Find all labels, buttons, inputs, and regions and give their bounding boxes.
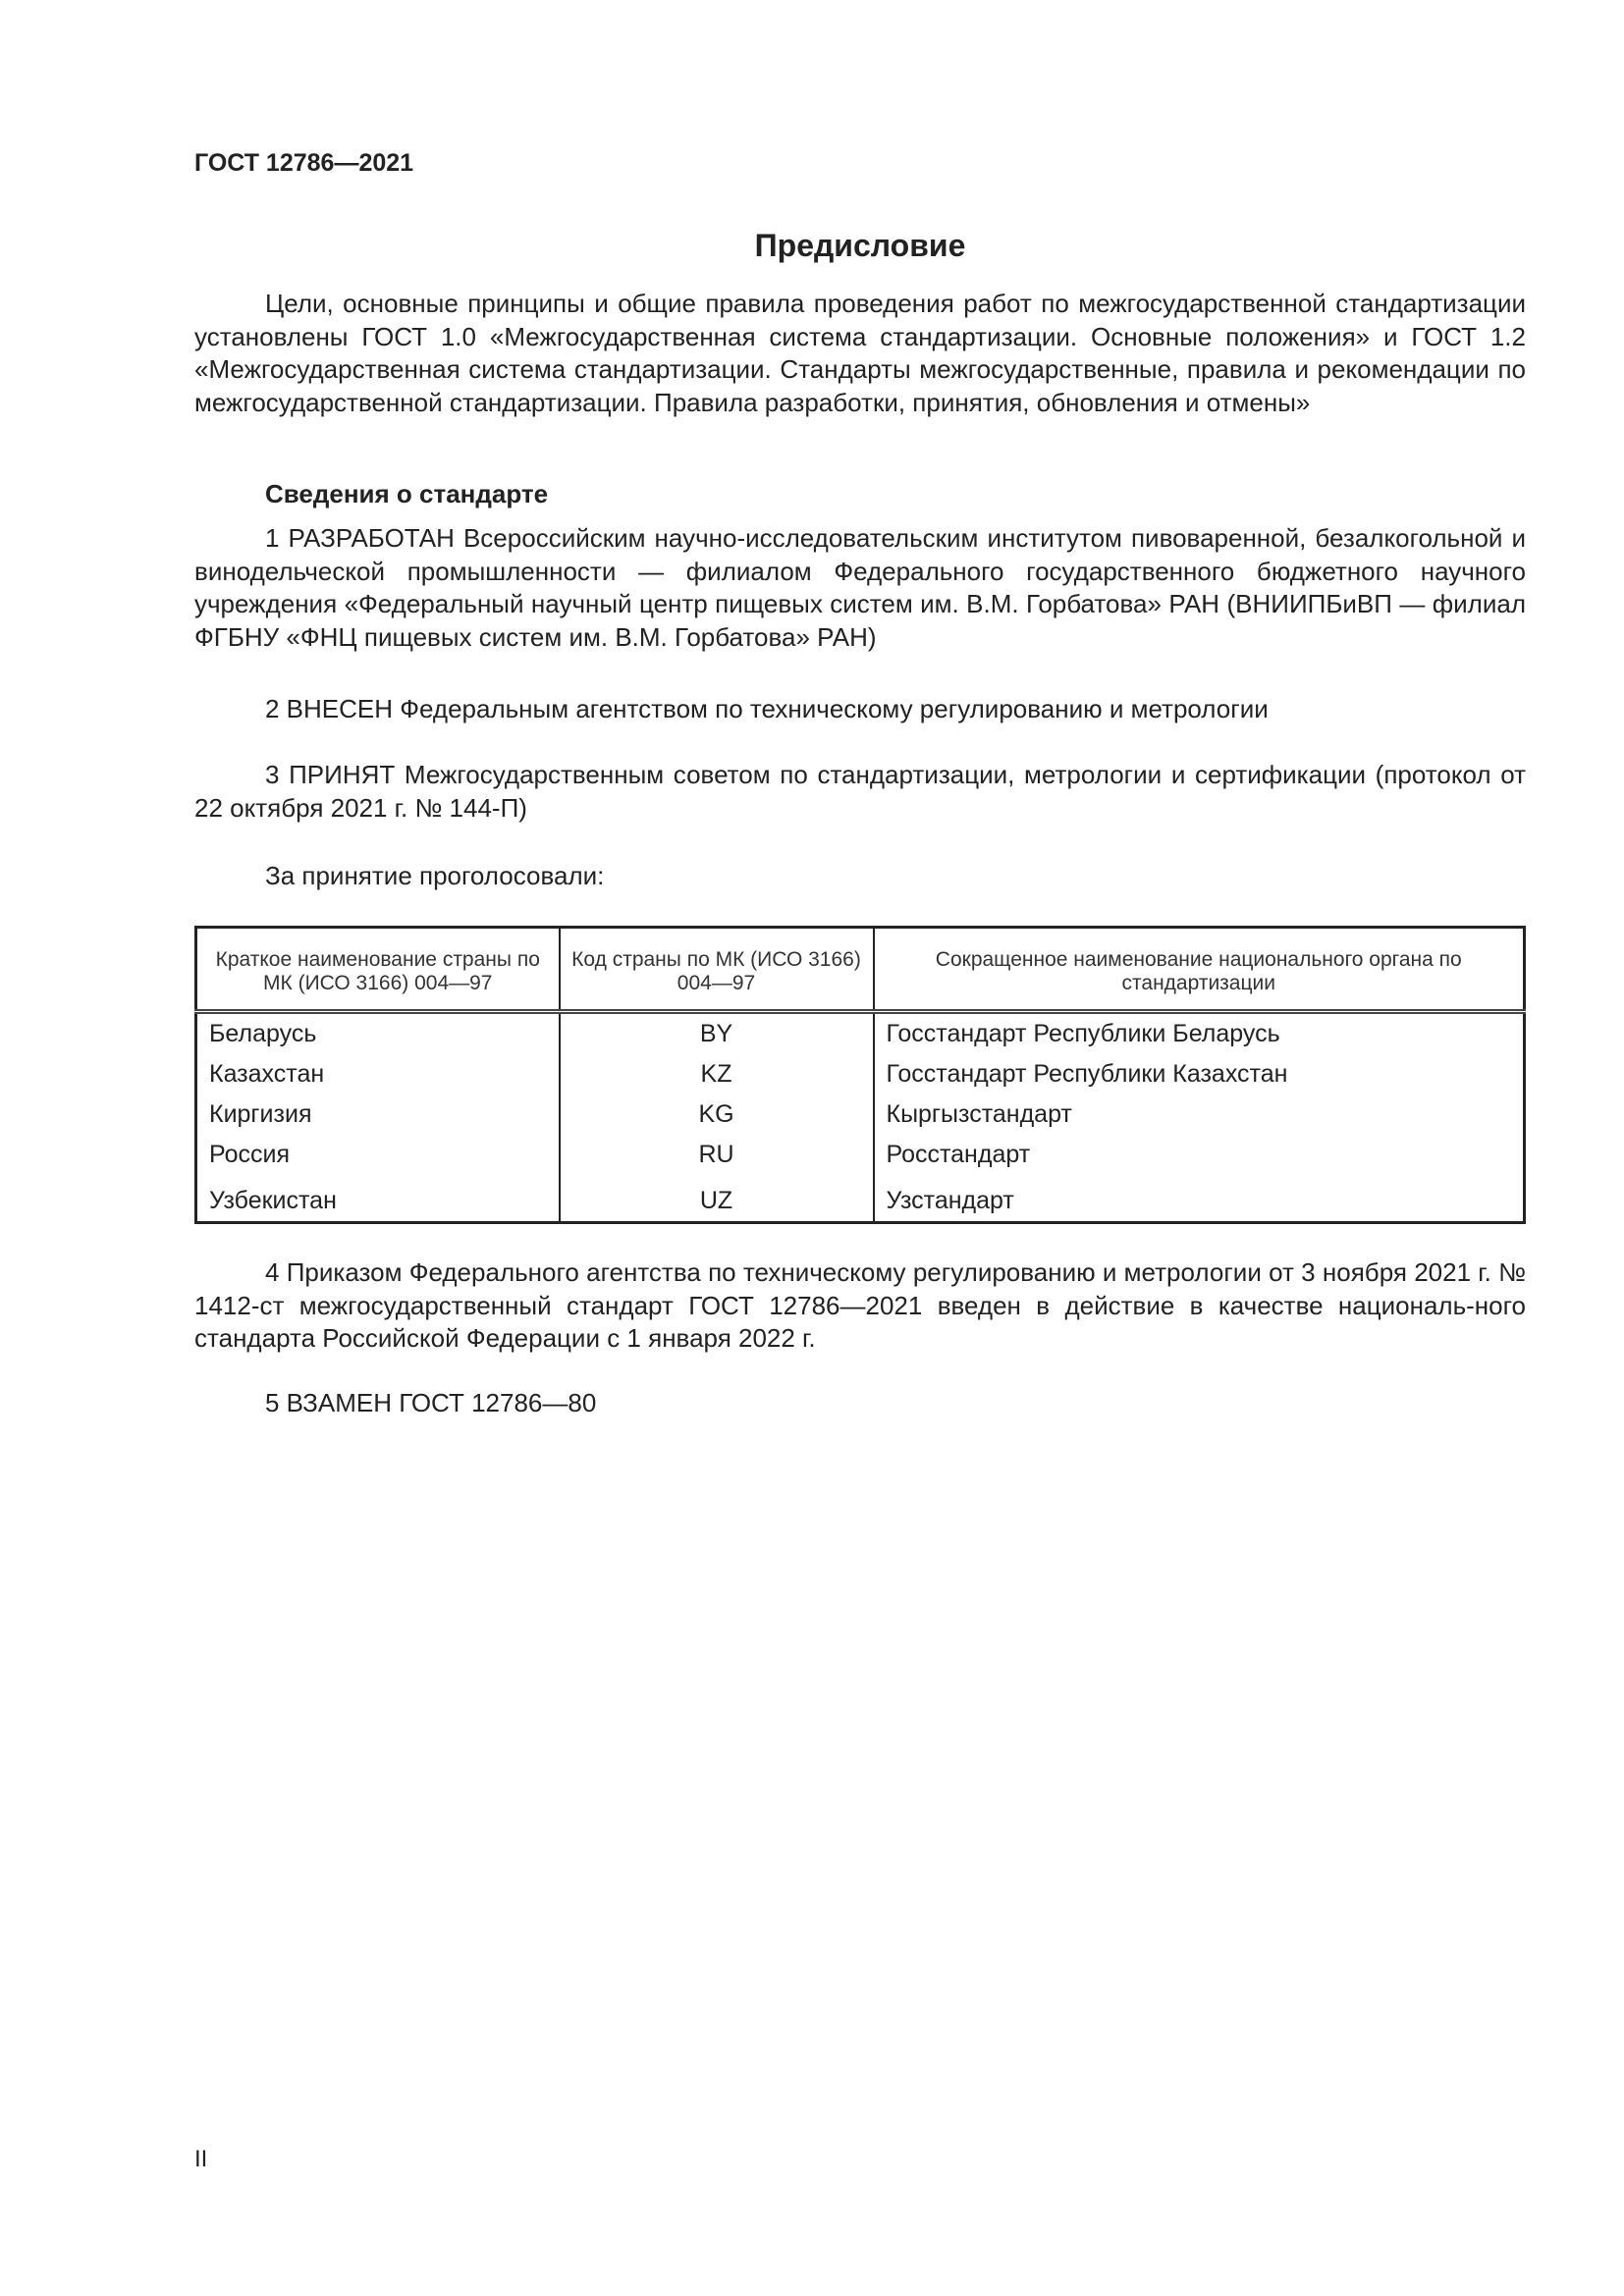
cell-body: Росстандарт	[886, 1141, 1031, 1168]
table-row	[196, 1012, 1525, 1055]
cell-country: Беларусь	[196, 1012, 560, 1055]
table-row	[196, 1054, 1525, 1095]
cell-code: UZ	[560, 1175, 874, 1223]
cell-country: Россия	[196, 1135, 560, 1175]
item-developed: 1 РАЗРАБОТАН Всероссийским научно-исследовательским институтом пивоваренной, безалкогольной и винодельческой промышленности — филиалом Федерального государственного бюджетного научного учреждения «Федеральный научный центр пищевых систем им. В.М. Горбатова» РАН (ВНИИПБиВП — филиал ФГБНУ «ФНЦ пищевых систем им. В.М. Горбатова» РАН)	[194, 523, 1526, 652]
cell-body: Кыргызстандарт	[886, 1100, 1072, 1128]
item-replaces: 5 ВЗАМЕН ГОСТ 12786—80	[265, 1388, 597, 1417]
item-enacted: 4 Приказом Федерального агентства по техническому регулированию и метрологии от 3 ноября 2021 г. № 1412-ст межгосударственный стандарт ГОСТ 12786—2021 введен в действие в качестве националь-ного стандарта Российской Федерации с 1 января 2022 г.	[194, 1257, 1526, 1353]
cell-body: Узстандарт	[886, 1187, 1014, 1214]
column-header-code: Код страны по МК (ИСО 3166) 004—97	[560, 928, 874, 1012]
cell-body: Госстандарт Республики Беларусь	[886, 1020, 1280, 1047]
cell-country: Казахстан	[196, 1054, 560, 1095]
voted-intro: За принятие проголосовали:	[265, 861, 605, 890]
cell-body: Госстандарт Республики Казахстан	[886, 1060, 1288, 1088]
cell-code: KZ	[560, 1054, 874, 1095]
column-header-country: Краткое наименование страны по МК (ИСО 3166) 004—97	[196, 928, 560, 1012]
section-title: Предисловие	[754, 228, 966, 263]
intro-paragraph: Цели, основные принципы и общие правила проведения работ по межгосударственной стандартизации установлены ГОСТ 1.0 «Межгосударственная система стандартизации. Основные положения» и ГОСТ 1.2 «Межгосударственная система стандартизации. Стандарты межгосударственные, правила и рекомендации по межгосударственной стандартизации. Правила разработки, принятия, обновления и отмены»	[194, 289, 1526, 417]
page-number: II	[194, 2146, 208, 2172]
cell-country: Киргизия	[196, 1095, 560, 1135]
cell-code: RU	[560, 1135, 874, 1175]
item-submitted: 2 ВНЕСЕН Федеральным агентством по техническому регулированию и метрологии	[265, 694, 1269, 723]
cell-code: BY	[560, 1012, 874, 1055]
document-id-header: ГОСТ 12786—2021	[194, 149, 414, 177]
cell-country: Узбекистан	[196, 1175, 560, 1223]
table-header-row	[196, 928, 1525, 1012]
voting-table	[194, 926, 1526, 1224]
item-adopted: 3 ПРИНЯТ Межгосударственным советом по стандартизации, метрологии и сертификации (протокол от 22 октября 2021 г. № 144-П)	[194, 760, 1526, 823]
table-row	[196, 1175, 1525, 1223]
cell-code: KG	[560, 1095, 874, 1135]
column-header-body: Сокращенное наименование национального органа по стандартизации	[874, 928, 1525, 1012]
table-row	[196, 1095, 1525, 1135]
subheading: Сведения о стандарте	[265, 479, 549, 508]
table-row	[196, 1135, 1525, 1175]
